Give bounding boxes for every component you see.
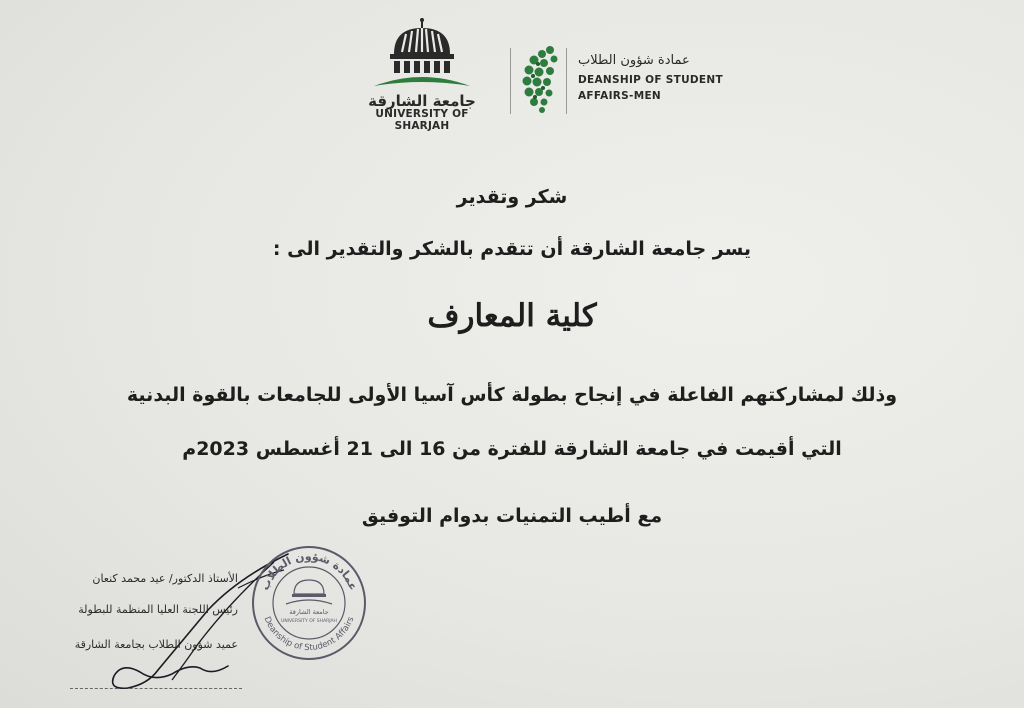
stamp-top-text: عمادة شؤون الطلاب — [258, 549, 360, 593]
stamp-inner-arabic: جامعة الشارقة — [289, 608, 329, 616]
certificate-heading: شكر وتقدير — [456, 186, 568, 208]
signatory-name: الأستاذ الدكتور/ عيد محمد كنعان — [92, 572, 238, 585]
stamp-inner-english: UNIVERSITY OF SHARJAH — [281, 619, 337, 624]
deanship-name-english-line2: AFFAIRS-MEN — [578, 90, 662, 102]
official-stamp — [250, 544, 368, 662]
certificate-body-line2: التي أقيمت في جامعة الشارقة للفترة من 16 الى 21 أغسطس 2023م — [182, 438, 842, 460]
certificate-closing: مع أطيب التمنيات بدوام التوفيق — [361, 505, 663, 527]
university-name-english: UNIVERSITY OF SHARJAH — [375, 108, 469, 132]
university-of-sharjah-logo — [372, 16, 472, 90]
deanship-name-arabic: عمادة شؤون الطلاب — [578, 53, 690, 68]
signatory-role-dean: عميد شؤون الطلاب بجامعة الشارقة — [74, 638, 238, 651]
certificate-body-line1: وذلك لمشاركتهم الفاعلة في إنجاح بطولة كأس آسيا الأولى للجامعات بالقوة البدنية — [126, 384, 898, 406]
deanship-name-english-line1: DEANSHIP OF STUDENT — [578, 74, 723, 86]
recipient-name: كلية المعارف — [427, 298, 597, 334]
deanship-divider — [566, 48, 567, 114]
certificate-intro: يسر جامعة الشارقة أن تتقدم بالشكر والتقدير الى : — [272, 238, 752, 260]
deanship-leaf-logo — [520, 44, 566, 116]
stamp-bottom-text: Deanship of Student Affairs — [261, 615, 357, 654]
university-name-arabic: جامعة الشارقة — [368, 92, 476, 110]
header-divider — [510, 48, 511, 114]
signatory-role-committee: رئيس اللجنة العليا المنظمة للبطولة — [78, 603, 238, 616]
